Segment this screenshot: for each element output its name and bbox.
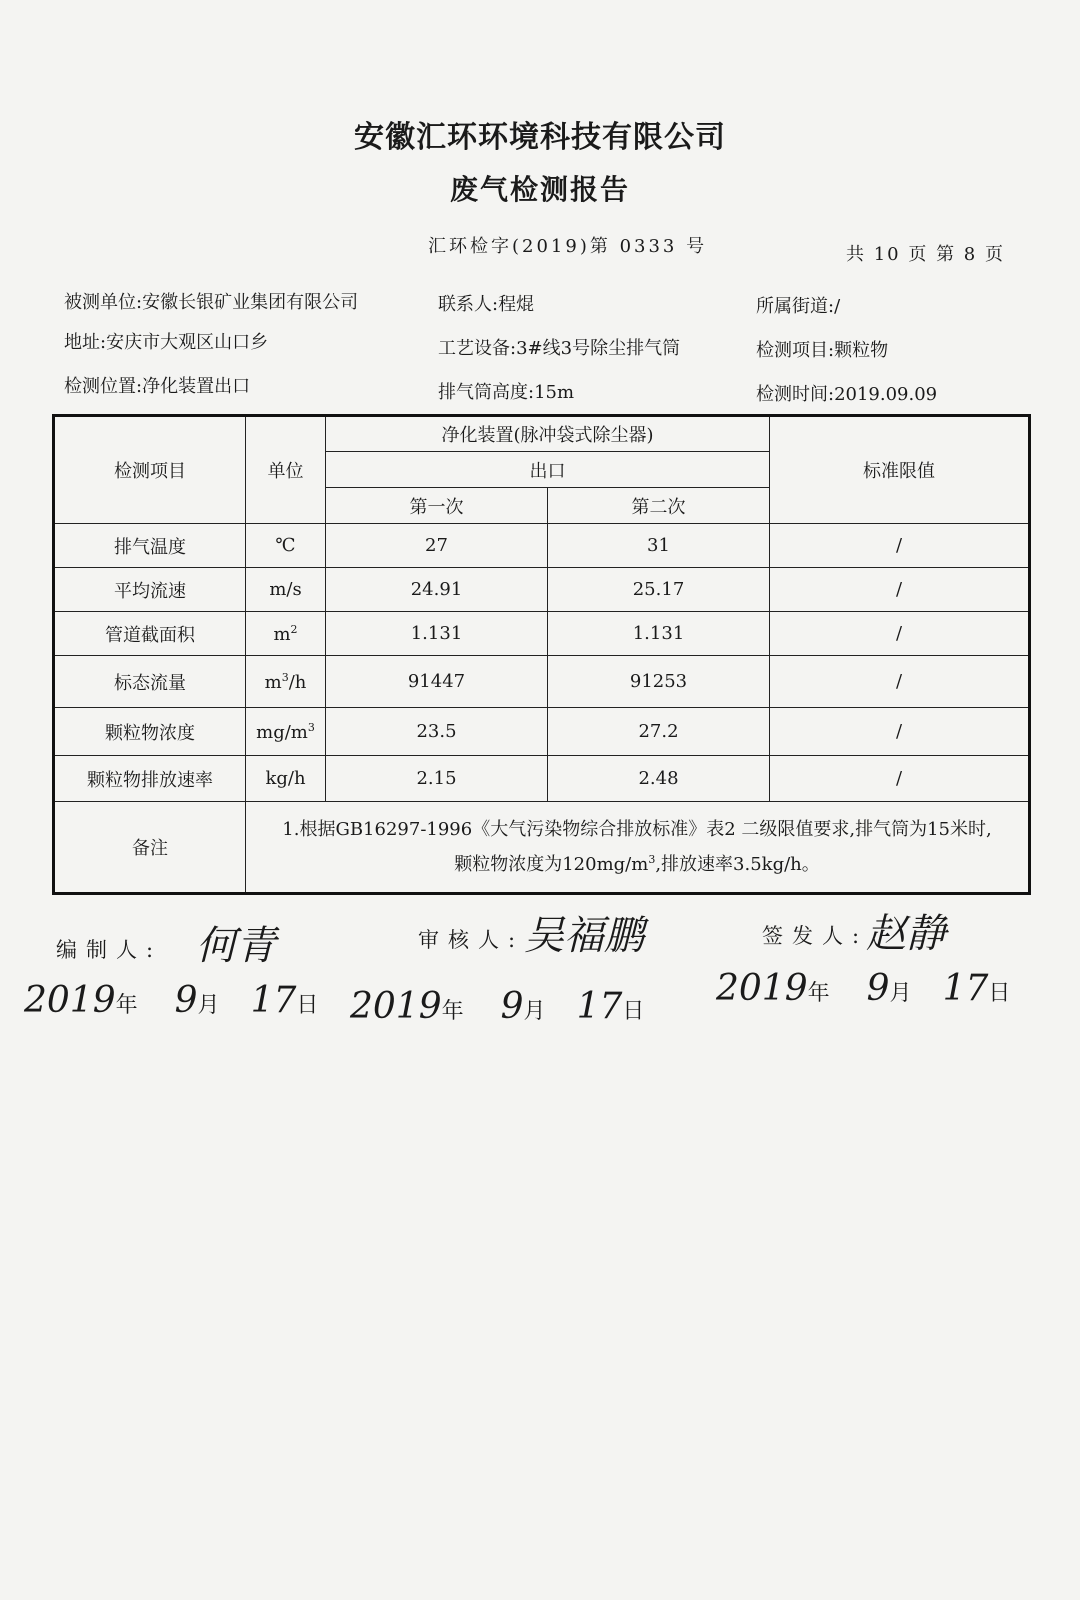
street-label: 所属街道: <box>756 296 835 317</box>
table-row <box>54 568 1030 612</box>
table-row <box>54 656 1030 708</box>
remark-label: 备注 <box>54 802 246 894</box>
height-label: 排气筒高度: <box>438 382 535 403</box>
header-unit: 单位 <box>246 416 326 524</box>
compiler-label: 编制人: <box>56 938 163 962</box>
issuer-label: 签发人: <box>762 924 869 948</box>
address-label: 地址: <box>64 332 107 353</box>
table-row <box>54 756 1030 802</box>
row-item: 颗粒物浓度 <box>54 708 246 756</box>
remark-text <box>246 802 1030 894</box>
equipment-field <box>438 334 680 360</box>
unit-label: 被测单位: <box>64 292 143 313</box>
header-item: 检测项目 <box>54 416 246 524</box>
row-unit: m/s <box>246 568 326 612</box>
item-label: 检测项目: <box>756 340 835 361</box>
report-title: 废气检测报告 <box>449 173 630 206</box>
row-item: 排气温度 <box>54 524 246 568</box>
row-second-value: 91253 <box>548 656 770 708</box>
row-unit: $m^3/h$ <box>246 656 326 708</box>
row-first-value: 91447 <box>326 656 548 708</box>
street-value: / <box>834 296 841 317</box>
issuer-signature: 赵静 <box>866 911 946 957</box>
position-value: 净化装置出口 <box>142 376 251 397</box>
header-first: 第一次 <box>326 488 548 524</box>
height-field <box>438 378 574 404</box>
row-second-value: 31 <box>548 524 770 568</box>
header-outlet: 出口 <box>326 452 770 488</box>
row-first-value: 1.131 <box>326 612 548 656</box>
row-limit: / <box>770 524 1030 568</box>
unit-field <box>64 288 358 314</box>
remark-line-1: 1.根据GB16297-1996《大气污染物综合排放标准》表2 二级限值要求,排气筒为15米时, <box>282 818 992 840</box>
contact-value: 程焜 <box>498 294 535 315</box>
row-item: 管道截面积 <box>54 612 246 656</box>
table-row <box>54 612 1030 656</box>
row-item: 标态流量 <box>54 656 246 708</box>
position-field <box>64 372 250 398</box>
equipment-label: 工艺设备: <box>438 338 517 359</box>
issuer-date: 2019年 9月 17日 <box>716 968 1011 1009</box>
row-limit: / <box>770 612 1030 656</box>
item-field <box>756 336 888 362</box>
contact-field <box>438 290 534 316</box>
header-second: 第二次 <box>548 488 770 524</box>
table-row <box>54 524 1030 568</box>
row-limit: / <box>770 656 1030 708</box>
row-unit: kg/h <box>246 756 326 802</box>
compiler-signature: 何青 <box>196 923 276 969</box>
row-second-value: 2.48 <box>548 756 770 802</box>
row-first-value: 2.15 <box>326 756 548 802</box>
row-second-value: 1.131 <box>548 612 770 656</box>
row-first-value: 24.91 <box>326 568 548 612</box>
row-limit: / <box>770 756 1030 802</box>
row-item: 颗粒物排放速率 <box>54 756 246 802</box>
time-label: 检测时间: <box>756 384 835 405</box>
table-row <box>54 708 1030 756</box>
row-item: 平均流速 <box>54 568 246 612</box>
reviewer-signature: 吴福鹏 <box>524 913 644 959</box>
remark-row <box>54 802 1030 894</box>
row-second-value: 27.2 <box>548 708 770 756</box>
contact-label: 联系人: <box>438 294 499 315</box>
row-unit: $m^2$ <box>246 612 326 656</box>
time-value: 2019.09.09 <box>834 384 938 405</box>
position-label: 检测位置: <box>64 376 143 397</box>
street-field <box>756 292 840 318</box>
height-value: 15m <box>534 382 575 403</box>
time-field <box>756 380 937 406</box>
reviewer-date: 2019年 9月 17日 <box>350 986 645 1027</box>
row-limit: / <box>770 568 1030 612</box>
report-number: 汇环检字(2019)第 0333 号 <box>428 236 708 257</box>
address-value: 安庆市大观区山口乡 <box>106 332 269 353</box>
row-second-value: 25.17 <box>548 568 770 612</box>
row-unit: $mg/m^3$ <box>246 708 326 756</box>
header-limit: 标准限值 <box>770 416 1030 524</box>
measurement-table <box>52 414 1031 895</box>
row-limit: / <box>770 708 1030 756</box>
row-unit: ℃ <box>246 524 326 568</box>
unit-value: 安徽长银矿业集团有限公司 <box>142 292 359 313</box>
header-device: 净化装置(脉冲袋式除尘器) <box>326 416 770 452</box>
row-first-value: 27 <box>326 524 548 568</box>
remark-line-2: 颗粒物浓度为$120mg/m^3$,排放速率3.5kg/h。 <box>454 852 820 875</box>
reviewer-label: 审核人: <box>418 928 525 952</box>
compiler-date: 2019年 9月 17日 <box>24 980 319 1021</box>
equipment-value: 3#线3号除尘排气筒 <box>516 338 681 359</box>
address-field <box>64 328 268 354</box>
item-value: 颗粒物 <box>834 340 889 361</box>
page-info: 共 10 页 第 8 页 <box>846 244 1005 265</box>
row-first-value: 23.5 <box>326 708 548 756</box>
company-name: 安徽汇环环境科技有限公司 <box>354 120 726 155</box>
